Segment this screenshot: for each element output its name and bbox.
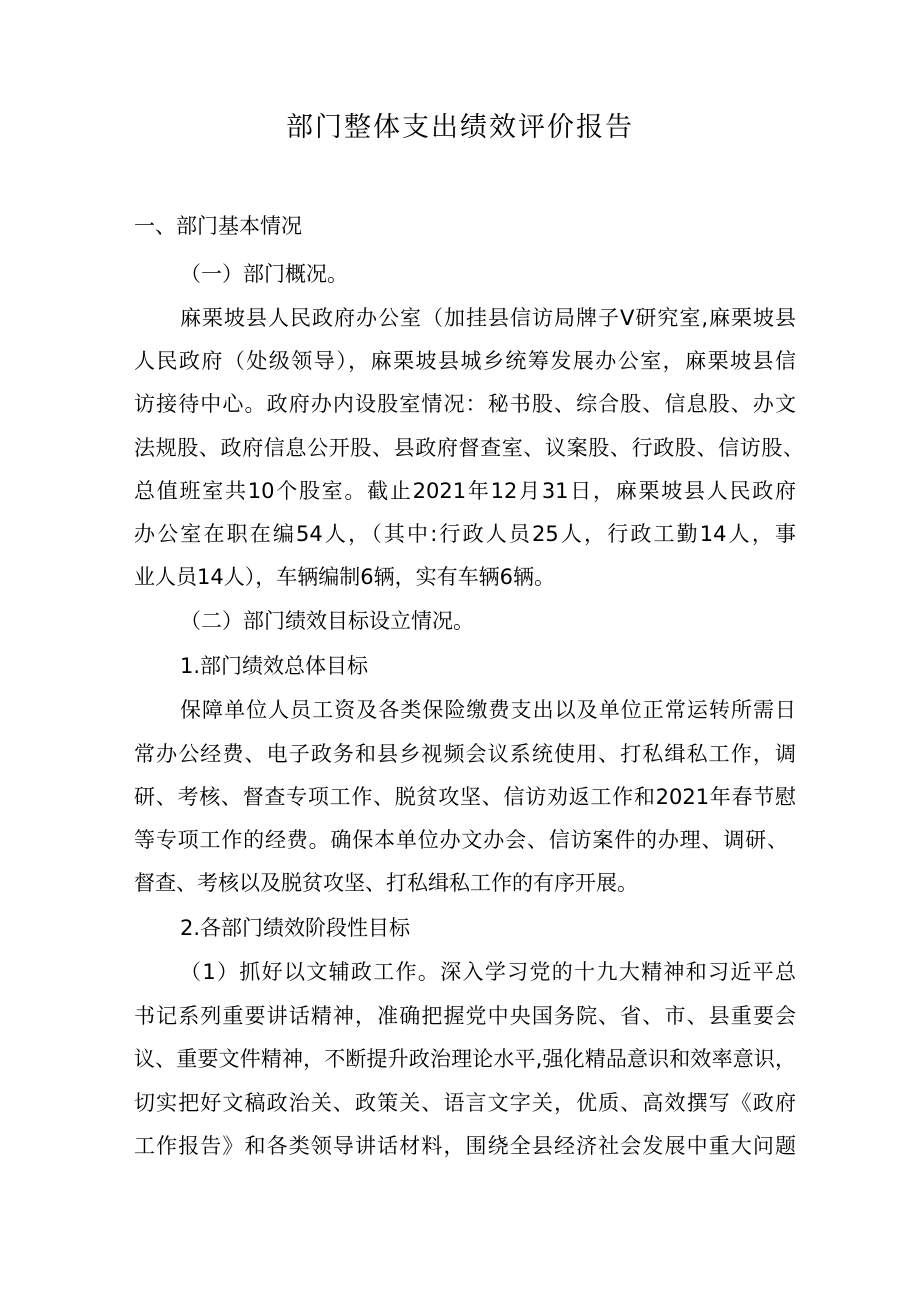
paragraph-line: 业人员14人），车辆编制6辆，实有车辆6辆。 [134, 565, 555, 589]
paragraph-line: 等专项工作的经费。确保本单位办文办会、信访案件的办理、调研、 [134, 828, 788, 852]
paragraph-line: 工作报告》和各类领导讲话材料，围绕全县经济社会发展中重大问题 [134, 1134, 796, 1158]
paragraph-line: （1）抓好以文辅政工作。深入学习党的十九大精神和习近平总 [180, 960, 796, 984]
paragraph-line: 督查、考核以及脱贫攻坚、打私缉私工作的有序开展。 [134, 871, 638, 895]
subsection-heading-goals: （二）部门绩效目标设立情况。 [180, 609, 474, 633]
paragraph-line: 总值班室共10个股室。截止2021年12月31日，麻栗坡县人民政府 [134, 479, 796, 503]
paragraph-line: 书记系列重要讲话精神，准确把握党中央国务院、省、市、县重要会 [134, 1004, 796, 1028]
subsection-heading-overview: （一）部门概况。 [180, 262, 348, 286]
paragraph-line: 办公室在职在编54人，（其中:行政人员25人，行政工勤14人，事 [134, 522, 796, 546]
paragraph-line: 麻栗坡县人民政府办公室（加挂县信访局牌子V研究室,麻栗坡县 [180, 306, 796, 330]
paragraph-line: 切实把好文稿政治关、政策关、语言文字关，优质、高效撰写《政府 [134, 1091, 796, 1115]
paragraph-line: 法规股、政府信息公开股、县政府督查室、议案股、行政股、信访股、 [134, 436, 804, 460]
section-heading-basic-info: 一、部门基本情况 [134, 214, 302, 238]
document-title: 部门整体支出绩效评价报告 [286, 112, 634, 143]
paragraph-line: 保障单位人员工资及各类保险缴费支出以及单位正常运转所需日 [180, 698, 796, 722]
paragraph-line: 人民政府（处级领导），麻栗坡县城乡统筹发展办公室，麻栗坡县信 [134, 349, 796, 373]
paragraph-line: 研、考核、督查专项工作、脱贫攻坚、信访劝返工作和2021年春节慰 [134, 785, 796, 809]
goal-heading-phase: 2.各部门绩效阶段性目标 [180, 916, 411, 940]
paragraph-line: 访接待中心。政府办内设股室情况：秘书股、综合股、信息股、办文 [134, 392, 796, 416]
paragraph-line: 议、重要文件精神，不断提升政治理论水平,强化精品意识和效率意识， [134, 1047, 796, 1071]
goal-heading-overall: 1.部门绩效总体目标 [180, 654, 369, 678]
paragraph-line: 常办公经费、电子政务和县乡视频会议系统使用、打私缉私工作，调 [134, 742, 796, 766]
